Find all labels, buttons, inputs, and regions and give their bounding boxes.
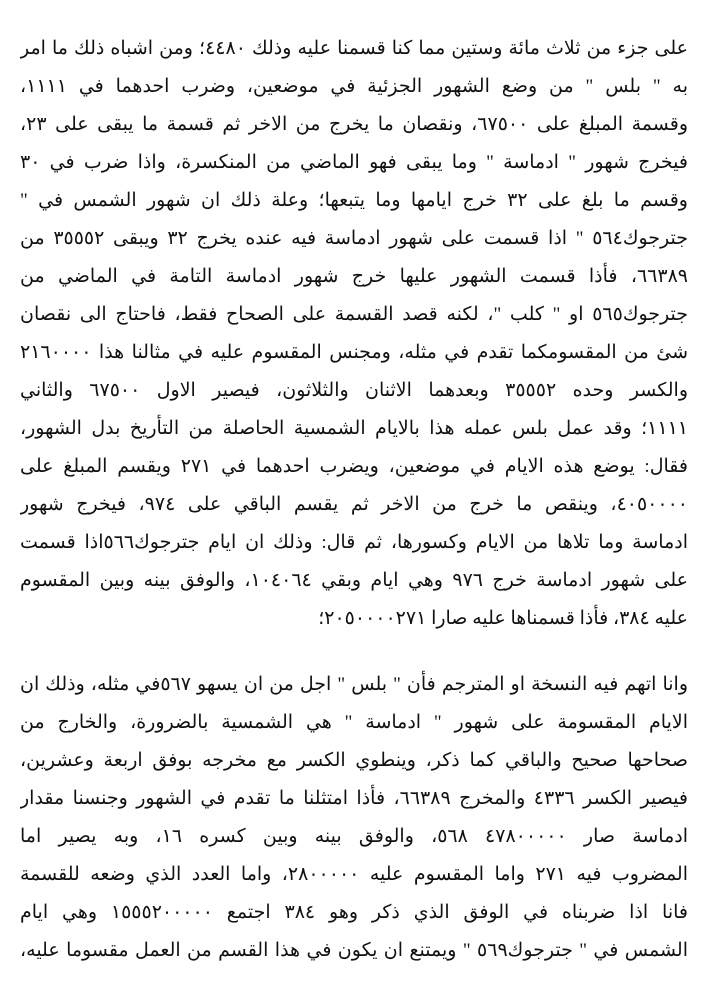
text-line: فقال: يوضع هذه الايام في موضعين، ويضرب احدهما في ٢٧١ ويقسم المبلغ على <box>20 456 688 477</box>
document-page <box>20 30 688 970</box>
text-line: ٤٠٥٠٠٠٠، وينقص ما خرج من الاخر ثم يقسم الباقي على ٩٧٤، فيخرج شهور <box>20 494 688 515</box>
text-line: جترجوك٥٦٤ " اذا قسمت على شهور ادماسة فيه عنده يخرج ٣٢ ويبقى ٣٥٥٥٢ من <box>20 228 688 249</box>
text-line: ٦٦٣٨٩، فأذا قسمت الشهور عليها خرج شهور ادماسة التامة في الماضي من <box>20 266 688 287</box>
text-line: جترجوك٥٦٥ او " كلب "، لكنه قصد القسمة على الصحاح فقط، فاحتاج الى نقصان <box>20 304 688 325</box>
text-line: فانا اذا ضربناه في الوفق الذي ذكر وهو ٣٨٤ اجتمع ١٥٥٥٢٠٠٠٠٠ وهي ايام <box>20 902 688 923</box>
text-line: الايام المقسومة على شهور " ادماسة " هي الشمسية بالضرورة، والخارج من <box>20 712 688 733</box>
text-line: على جزء من ثلاث مائة وستين مما كنا قسمنا عليه وذلك ٤٤٨٠؛ ومن اشباه ذلك ما امر <box>20 38 688 59</box>
paragraph-gap <box>20 638 688 666</box>
text-line: فيصير الكسر ٤٣٣٦ والمخرج ٦٦٣٨٩، فأذا امتثلنا ما تقدم في الشهور وجنسنا مقدار <box>20 788 688 809</box>
text-line: وقسمة المبلغ على ٦٧٥٠٠، ونقصان ما يخرج من الاخر ثم قسمة ما يبقى على ٢٣، <box>20 114 688 135</box>
text-line: ١١١١؛ وقد عمل بلس عمله هذا بالايام الشمسية الحاصلة من التأريخ بدل الشهور، <box>20 418 688 439</box>
text-line: فيخرج شهور " ادماسة " وما يبقى فهو الماضي من المنكسرة، واذا ضرب في ٣٠ <box>20 152 688 173</box>
text-line: ادماسة وما تلاها من الايام وكسورها، ثم قال: وذلك ان ايام جترجوك٥٦٦اذا قسمت <box>20 532 688 553</box>
text-line: على شهور ادماسة خرج ٩٧٦ وهي ايام وبقي ١٠٤٠٦٤، والوفق بينه وبين المقسوم <box>20 570 688 591</box>
paragraph-2 <box>20 666 688 970</box>
text-line: المضروب فيه ٢٧١ واما المقسوم عليه ٢٨٠٠٠٠٠، واما العدد الذي وضعه للقسمة <box>20 864 688 885</box>
text-line: الشمس في " جترجوك٥٦٩ " ويمتنع ان يكون في هذا القسم من العمل مقسوما عليه، <box>20 940 688 961</box>
text-line: وقسم ما بلغ على ٣٢ خرج ايامها وما يتبعها؛ وعلة ذلك ان شهور الشمس في " <box>20 190 688 211</box>
text-line: به " بلس " من وضع الشهور الجزئية في موضعين، وضرب احدهما في ١١١١، <box>20 76 688 97</box>
text-line: شئ من المقسومكما تقدم في مثله، ومجنس المقسوم عليه في مثالنا هذا ٢١٦٠٠٠٠ <box>20 342 688 363</box>
text-line: صحاحها صحيح والباقي كما ذكر، وينطوي الكسر مع مخرجه بوفق اربعة وعشرين، <box>20 750 688 771</box>
text-line: عليه ٣٨٤، فأذا قسمناها عليه صارا ٢٠٥٠٠٠٠٢٧١؛ <box>318 608 688 629</box>
paragraph-1 <box>20 30 688 638</box>
text-line: ادماسة صار ٤٧٨٠٠٠٠٠ ٥٦٨، والوفق بينه وبين كسره ١٦، وبه يصير اما <box>20 826 688 847</box>
text-line: والكسر وحده ٣٥٥٥٢ وبعدهما الاثنان والثلاثون، فيصير الاول ٦٧٥٠٠ والثاني <box>20 380 688 401</box>
text-line: وانا اتهم فيه النسخة او المترجم فأن " بلس " اجل من ان يسهو ٥٦٧في مثله، وذلك ان <box>20 674 688 695</box>
